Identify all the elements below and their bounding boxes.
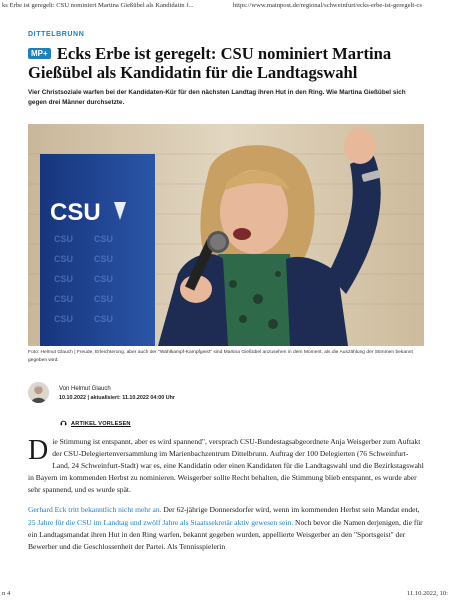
svg-text:CSU: CSU bbox=[54, 234, 74, 244]
author-block bbox=[28, 382, 328, 408]
paragraph-1 bbox=[28, 436, 424, 496]
article-photo[interactable] bbox=[28, 124, 424, 346]
print-footer-date: 11.10.2022, 10: bbox=[406, 590, 448, 597]
author-name[interactable]: Von Helmut Glauch bbox=[59, 386, 111, 392]
link-eck-career[interactable]: 25 Jahre für die CSU im Landtag und zwölf Jahre als Staatssekretär aktiv gewesen sein. bbox=[28, 517, 294, 527]
svg-text:CSU: CSU bbox=[94, 314, 114, 324]
print-header bbox=[0, 0, 450, 12]
headline-text[interactable]: Ecks Erbe ist geregelt: CSU nominiert Martina Gießübel als Kandidatin für die Landtagswahl bbox=[28, 44, 392, 82]
paragraph-1-text: ie Stimmung ist entspannt, aber es wird spannend", versprach CSU-Bundestagsabgeordnete Anja Weisgerber zum Auftakt der CSU-Delegiertenversammlung im Marienbachzentrum Dittelbrunn. Auftrag der 100 Delegierten (76 Schweinfurt-Land, 24 Schweinfurt-Stadt) war es, eine Kandidatin oder einen Kandidaten für die Landtagswahl und die Bezirkstagswahl in Bayern im kommenden Herbst zu nominieren. Weisgerber sollte Recht behalten, die Stimmung blieb entspannt, es wurde aber sehr spannend, und es wurde spät. bbox=[28, 437, 424, 495]
paragraph-2-text-2: Noch bevor die Namen derjenigen, die für ein Landtagsmandat ihren Hut in den Ring warfen, bekannt gegeben wurden, appellierte Weisgerber an den "Sportsgeist" der Bewerber und die Geschlossenheit der Partei. Als Tennisspielerin bbox=[28, 517, 423, 551]
print-footer-page: n 4 bbox=[2, 590, 11, 597]
photo-illustration bbox=[28, 124, 424, 346]
print-header-title: ks Erbe ist geregelt: CSU nominiert Martina Gießübel als Kandidatin f... bbox=[2, 2, 194, 9]
mp-plus-badge: MP+ bbox=[28, 48, 51, 59]
svg-text:CSU: CSU bbox=[54, 314, 74, 324]
csu-logo-text: CSU bbox=[50, 199, 101, 226]
article-teaser: Vier Christsoziale warfen bei der Kandidaten-Kür für den nächsten Landtag ihren Hut in den Ring. Wie Martina Gießübel sich gegen drei Männer durchsetzte. bbox=[28, 89, 406, 106]
drop-cap: D bbox=[28, 435, 49, 466]
read-aloud-button[interactable] bbox=[60, 419, 131, 429]
svg-text:CSU: CSU bbox=[94, 294, 114, 304]
headphones-icon bbox=[60, 419, 67, 426]
read-aloud-label: ARTIKEL VORLESEN bbox=[71, 421, 131, 427]
article-dates: 10.10.2022 | aktualisiert: 11.10.2022 04:00 Uhr bbox=[59, 395, 175, 401]
paragraph-2 bbox=[28, 504, 424, 552]
svg-text:CSU: CSU bbox=[94, 274, 114, 284]
article-body bbox=[28, 436, 424, 561]
article-kicker: DITTELBRUNN bbox=[28, 31, 85, 38]
svg-text:CSU: CSU bbox=[54, 294, 74, 304]
print-footer bbox=[0, 588, 450, 600]
svg-text:CSU: CSU bbox=[54, 274, 74, 284]
avatar-portrait-icon bbox=[28, 382, 49, 403]
article-headline bbox=[28, 45, 424, 82]
paragraph-2-text-1: Der 62-jährige Donnersdorfer wird, wenn im kommenden Herbst sein Mandat endet, bbox=[161, 505, 420, 515]
article-header bbox=[28, 30, 424, 108]
author-avatar[interactable] bbox=[28, 382, 49, 403]
print-header-url: https://www.mainpost.de/regional/schweinfurt/ecks-erbe-ist-geregelt-cs bbox=[233, 2, 422, 9]
link-eck-not-running[interactable]: Gerhard Eck tritt bekanntlich nicht mehr an. bbox=[28, 505, 162, 515]
svg-text:CSU: CSU bbox=[94, 234, 114, 244]
svg-text:CSU: CSU bbox=[54, 254, 74, 264]
photo-caption: Foto: Helmut Glauch | Freude, Erleichterung, aber auch der "Wahlkampf-Kampfgeist" sind Martina Gießübel anzusehen in dem Moment, als die Auszählung der Stimmen bekannt gegeben wird. bbox=[28, 350, 413, 363]
svg-text:CSU: CSU bbox=[94, 254, 114, 264]
